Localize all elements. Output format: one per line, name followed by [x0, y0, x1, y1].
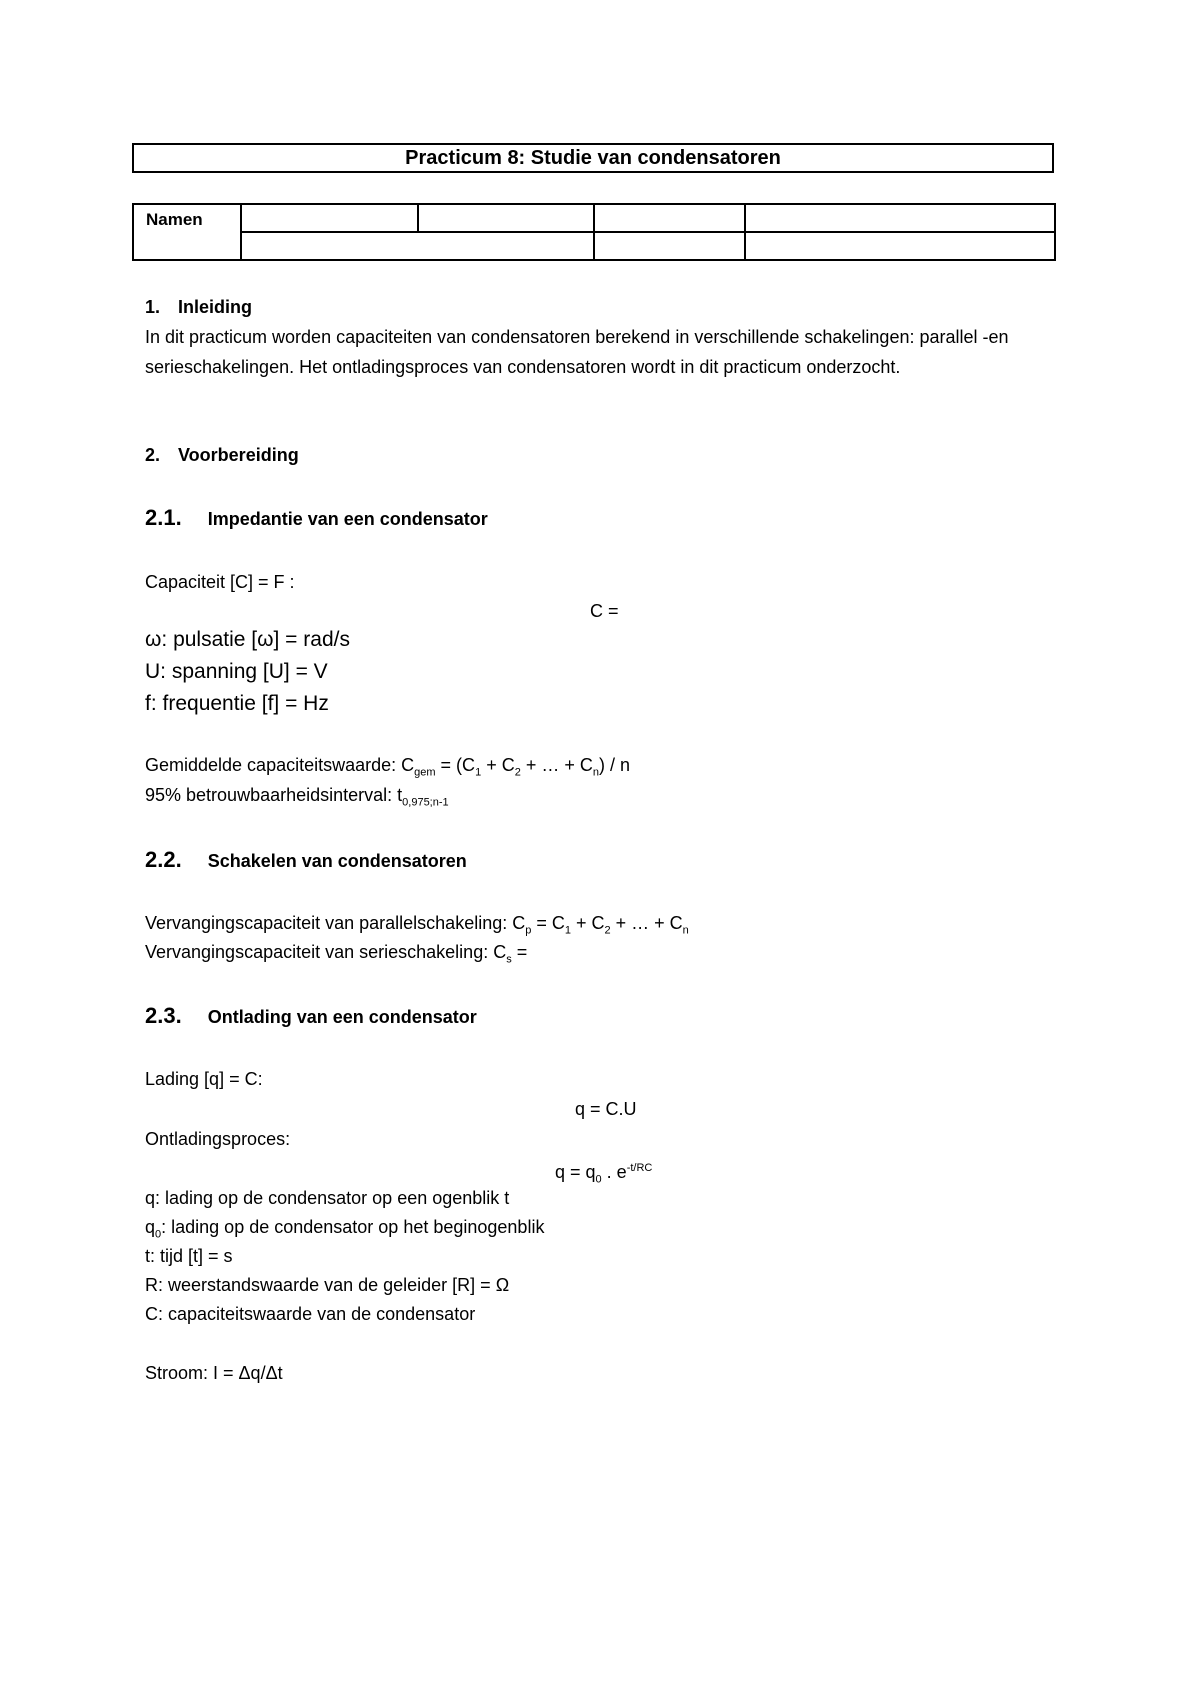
names-label: Namen — [133, 204, 241, 260]
f-line: f: frequentie [f] = Hz — [145, 692, 329, 715]
def-r-line: R: weerstandswaarde van de geleider [R] = Ω — [145, 1275, 510, 1295]
section-2-1-heading: 2.1. Impedantie van een condensator — [145, 505, 488, 530]
section-2-2-heading: 2.2. Schakelen van condensatoren — [145, 847, 467, 872]
lading-line: Lading [q] = C: — [145, 1069, 263, 1089]
betrouwbaarheid-line: 95% betrouwbaarheidsinterval: $t_{0,975;n-1}$ — [145, 785, 449, 809]
parallel-line: Vervangingscapaciteit van parallelschakeling: $C_p = C_1 + C_2$ + … + $C_n$ — [145, 913, 689, 937]
names-table — [132, 203, 1056, 261]
name-cell[interactable] — [594, 204, 745, 232]
section-1-heading: 1. Inleiding — [145, 297, 253, 317]
section-2-3-heading: 2.3. Ontlading van een condensator — [145, 1003, 477, 1028]
name-cell[interactable] — [241, 204, 418, 232]
name-cell[interactable] — [745, 232, 1055, 260]
discharge-equation: $q = q_0$ . $e^{-t/RC}$ — [555, 1162, 653, 1186]
def-q0-line: $q_0$: lading op de condensator op het beginogenblik — [145, 1217, 545, 1241]
stroom-line: Stroom: I = Δq/Δt — [145, 1363, 283, 1383]
name-cell[interactable] — [745, 204, 1055, 232]
def-c-line: C: capaciteitswaarde van de condensator — [145, 1304, 476, 1324]
c-equation: C = — [590, 601, 619, 621]
gemiddelde-line: Gemiddelde capaciteitswaarde: $C_{gem} = (C_1 + C_2$ + … + $C_n$) / n — [145, 755, 630, 779]
ontladingsproces-line: Ontladingsproces: — [145, 1129, 291, 1149]
q-equation: q = C.U — [575, 1099, 637, 1119]
def-t-line: t: tijd [t] = s — [145, 1246, 233, 1266]
intro-paragraph: In dit practicum worden capaciteiten van condensatoren berekend in verschillende schakelingen: parallel -en serieschakelingen. Het ontladingsproces van condensatoren wordt in dit practicum onderzocht. — [145, 327, 1009, 377]
capaciteit-line: Capaciteit [C] = F : — [145, 572, 295, 592]
section-2-heading: 2. Voorbereiding — [145, 445, 299, 465]
name-cell[interactable] — [241, 232, 594, 260]
name-cell[interactable] — [418, 204, 594, 232]
u-line: U: spanning [U] = V — [145, 660, 328, 683]
def-q-line: q: lading op de condensator op een ogenblik t — [145, 1188, 510, 1208]
name-cell[interactable] — [594, 232, 745, 260]
page-title: Practicum 8: Studie van condensatoren — [132, 143, 1054, 173]
serie-line: Vervangingscapaciteit van serieschakeling: $C_s$ = — [145, 942, 528, 966]
omega-line: ω: pulsatie [ω] = rad/s — [145, 628, 350, 651]
